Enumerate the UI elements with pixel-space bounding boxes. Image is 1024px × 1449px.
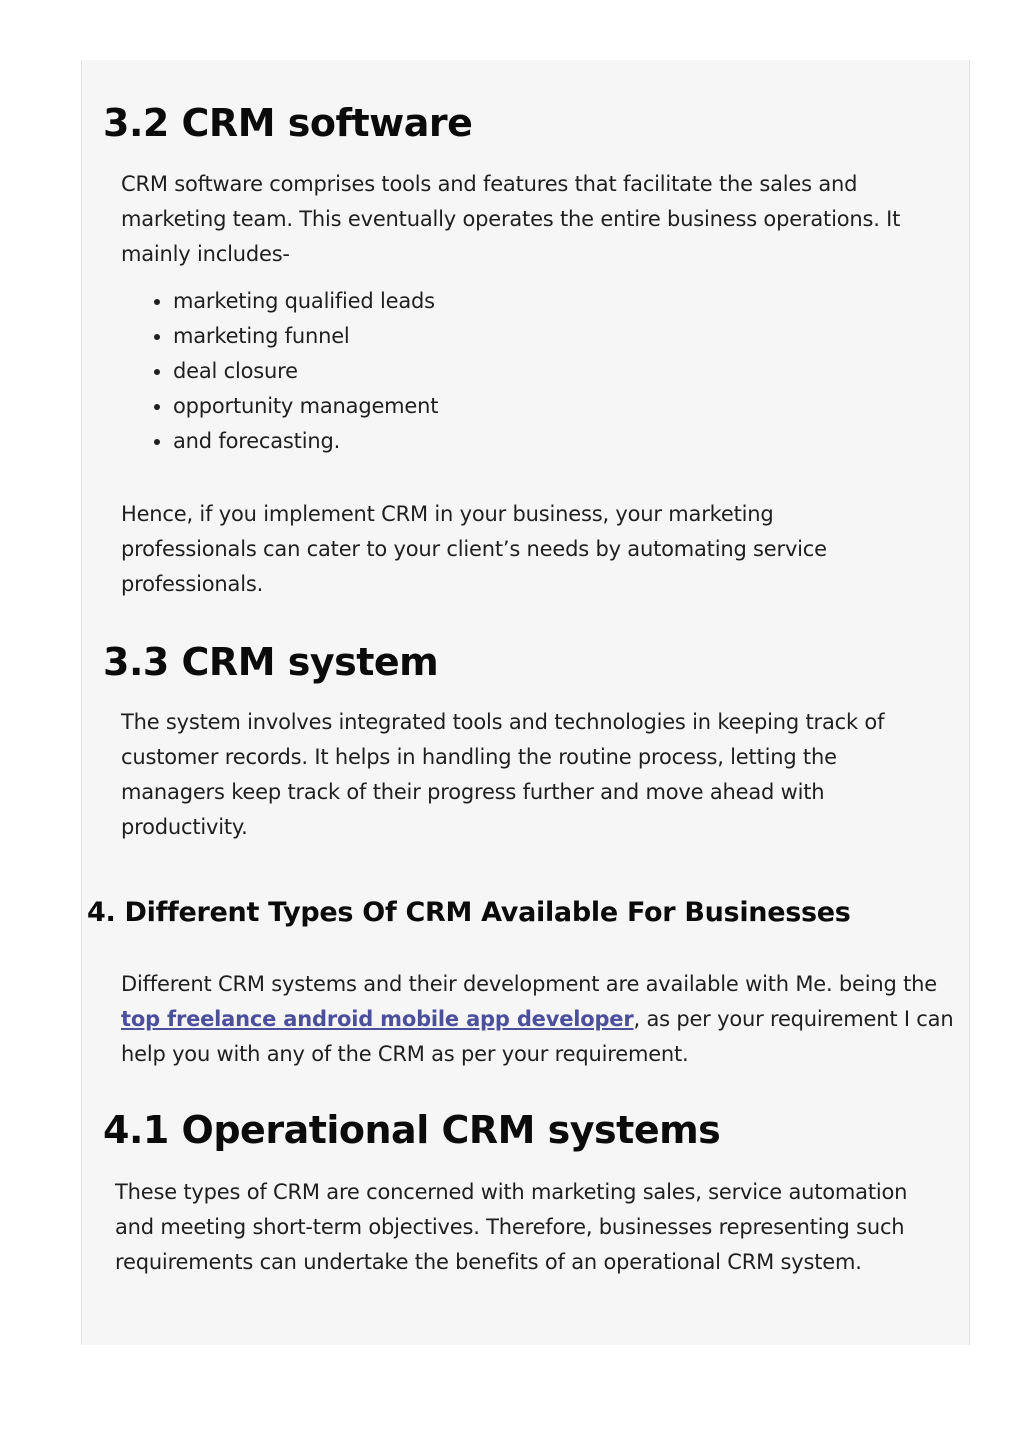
section-4-body-after: , as per your requirement I can help you with any of the CRM as per your requirement. xyxy=(121,1007,954,1066)
section-4-1 xyxy=(103,1108,963,1152)
section-heading-4: 4. Different Types Of CRM Available For Businesses xyxy=(87,897,851,928)
section-3-3-body-block xyxy=(121,705,941,845)
list-item: • marketing qualified leads xyxy=(173,284,941,319)
section-heading-3-2: 3.2 CRM software xyxy=(103,101,473,145)
section-4 xyxy=(87,899,967,926)
section-3-3 xyxy=(103,640,963,684)
section-3-2 xyxy=(103,101,963,145)
section-4-1-body-block xyxy=(115,1175,915,1280)
section-4-body-before: Different CRM systems and their development are available with Me. being the xyxy=(121,972,937,996)
section-4-1-body: These types of CRM are concerned with marketing sales, service automation and meeting short-term objectives. Therefore, businesses representing such requirements can undertake the benefits of an operational CRM system. xyxy=(115,1180,908,1274)
section-3-2-intro-block xyxy=(121,167,961,272)
list-item: • deal closure xyxy=(173,354,941,389)
section-heading-4-1: 4.1 Operational CRM systems xyxy=(103,1108,721,1152)
section-3-2-outro: Hence, if you implement CRM in your business, your marketing professionals can cater to your client’s needs by automating service professionals. xyxy=(121,502,827,596)
section-4-body-block xyxy=(121,967,959,1072)
list-item: • marketing funnel xyxy=(173,319,941,354)
section-heading-3-3: 3.3 CRM system xyxy=(103,640,439,684)
list-item: • opportunity management xyxy=(173,389,941,424)
section-3-2-outro-block xyxy=(121,497,901,602)
section-3-3-body: The system involves integrated tools and technologies in keeping track of customer records. It helps in handling the routine process, letting the managers keep track of their progress further and move ahead with productivity. xyxy=(121,710,885,839)
freelance-developer-link[interactable]: top freelance android mobile app developer xyxy=(121,1007,634,1031)
section-4-body xyxy=(121,967,959,1072)
section-3-2-list-block xyxy=(121,284,941,459)
list-item: • and forecasting. xyxy=(173,424,941,459)
section-3-2-intro: CRM software comprises tools and features that facilitate the sales and marketing team. This eventually operates the entire business operations. It mainly includes- xyxy=(121,172,901,266)
section-3-2-bullet-list xyxy=(121,284,941,459)
